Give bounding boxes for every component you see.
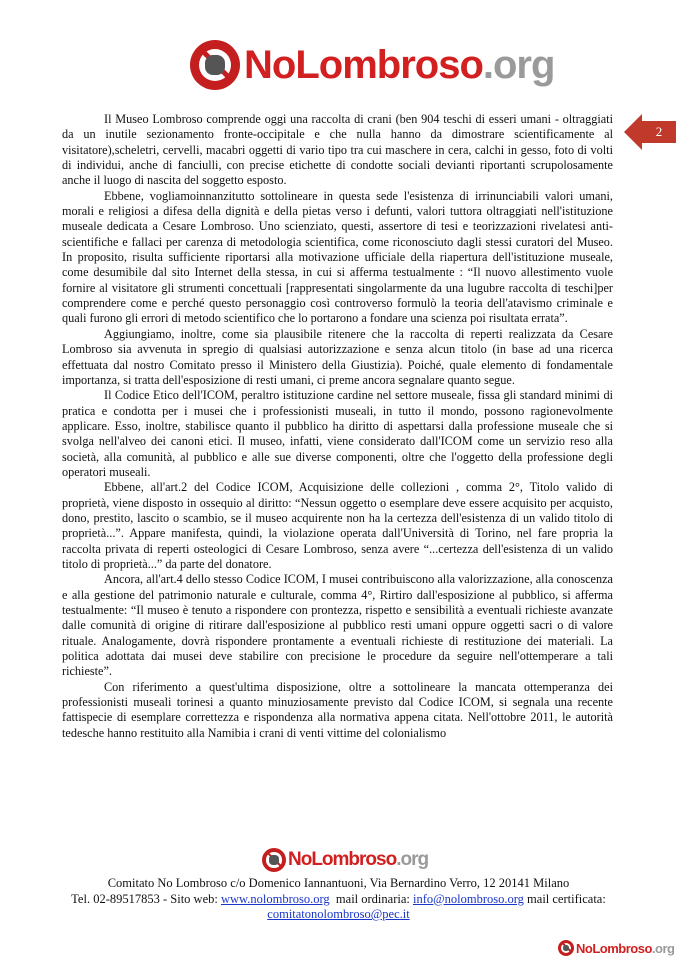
footer-tel: Tel. 02-89517853 - Sito web:	[71, 891, 221, 906]
page-number-tab	[624, 114, 676, 150]
paragraph: Il Codice Etico dell'ICOM, peraltro istituzione cardine nel settore museale, fissa gli standard minimi di pratica e condotta per i musei che i professionisti museali, in tutto il mondo, possono ragionevolmente applicare. Esso, inoltre, stabilisce quanto il pubblico ha diritto di aspettarsi dalla professione museale che si svolga nell'alveo dei canoni etici. Il museo, infatti, viene considerato dall'ICOM come un servizio reso alla società, alla comunità, al pubblico e alle sue diverse componenti, oltre che l'oggetto della professione degli operatori museali.	[62, 388, 613, 479]
paragraph: Ebbene, all'art.2 del Codice ICOM, Acquisizione delle collezioni , comma 2°, Titolo valido di proprietà, viene disposto in ossequio al diritto: “Nessun oggetto o esemplare deve essere acquisito per acquisto, dono, prestito, lascito o scambio, se il museo acquirente non ha la certezza dell'esistenza di un valido titolo di proprietà...”. Appare manifesta, quindi, la violazione operata dall'Università di Torino, nel fare propria la raccolta privata di reperti osteologici di Cesare Lombroso, senza avere “...certezza dell'esistenza di un valido titolo di proprietà...” da parte del donatore.	[62, 480, 613, 571]
logo-text-no: No	[288, 849, 312, 870]
pec-email-link[interactable]: comitatonolombroso@pec.it	[267, 907, 410, 921]
no-sign-icon	[558, 940, 574, 956]
paragraph: Il Museo Lombroso comprende oggi una raccolta di crani (ben 904 teschi di esseri umani - oltraggiati da un inutile sezionamento fronte-occipitale e che nulla hanno da dimostrare scientificamente al visitatore),scheletri, cervelli, macabri oggetti di vario tipo tra cui maschere in cera, calchi in gesso, foto di volti di individui, anche di fanciulli, con precise etichette di condotte sociali devianti riportanti scrupolosamente anche il luogo di nascita del soggetto esposto.	[62, 112, 613, 188]
footer-address: Comitato No Lombroso c/o Domenico Iannantuoni, Via Bernardino Verro, 12 20141 Milano	[107, 876, 570, 890]
logo-text-lombroso: Lombroso	[592, 940, 652, 956]
website-link[interactable]: www.nolombroso.org	[220, 891, 330, 906]
logo-text-lombroso: Lombroso	[295, 42, 483, 87]
logo-text-lombroso: Lombroso	[311, 849, 397, 870]
paragraph: Ancora, all'art.4 dello stesso Codice ICOM, I musei contribuiscono alla valorizzazione, alla conoscenza e alla gestione del patrimonio naturale e culturale, comma 4°, Rirtiro dall'esposizione al pubblico, si afferma testualmente: “Il museo è tenuto a rispondere con prontezza, rispetto e sensibilità a eventuali richieste avanzate dalle comunità di origine di ritirare dall'esposizione al pubblico resti umani oppure oggetti sacri o di valore rituale. Analogamente, dovrà rispondere prontamente a eventuali richieste di restituzione dei materiali. La politica adottata dai musei deve stabilire con precisione le procedure da seguire nell'ottemperare a tali richieste”.	[62, 572, 613, 679]
footer	[60, 876, 617, 923]
paragraph: Con riferimento a quest'ultima disposizione, oltre a sottolineare la mancata ottemperanza dei professionisti museali torinesi a quanto minuziosamente previsto dal Codice ICOM, si segnala una recente fattispecie di esemplare correttezza e rispondenza alla normativa appena citata. Nell'ottobre 2011, le autorità tedesche hanno restituito alla Namibia i crani di venti vittime del colonialismo	[62, 679, 613, 740]
footer-contacts	[60, 892, 617, 923]
arrow-left-icon	[624, 114, 642, 150]
email-link[interactable]: info@nolombroso.org	[412, 891, 524, 906]
no-sign-icon	[190, 40, 240, 90]
document-body	[62, 112, 613, 741]
paragraph: Ebbene, vogliamoinnanzitutto sottolineare in questa sede l'esistenza di irrinunciabili valori umani, morali e religiosi a difesa della dignità e della pietas verso i defunti, valori tuttora oltraggiati nell'istituzione museale dedicata a Cesare Lombroso. Uno scienziato, questi, assertore di tesi e teorizzazioni rivelatesi anti-scientifiche e fallaci per carenza di metodologia scientifica, come riconosciuto dagli stessi curatori del Museo. In proposito, risulta sufficiente riportarsi alla motivazione ufficiale della riapertura dell'istituzione museale, come desumibile dal sito Internet della stessa, in cui si afferma testualmente : “Il nuovo allestimento vuole fornire al visitatore gli strumenti concettuali [rappresentati singolarmente da una lugubre raccolta di teschi]per comprendere come e perché questo personaggio così controverso formulò la teoria dell'atavismo criminale e quali furono gli errori di metodo scientifico che lo portarono a fondare una scienza poi risultata errata”.	[62, 188, 613, 326]
no-sign-icon	[262, 848, 286, 872]
footer-mail-label: mail ordinaria:	[329, 891, 413, 906]
paragraph: Aggiungiamo, inoltre, come sia plausibile ritenere che la raccolta di reperti realizzata da Cesare Lombroso sia avvenuta in spregio di qualsiasi autorizzazione e senza alcun titolo (in base ad una ricerca effettuata dal nostro Comitato presso il Ministero della Giustizia). Poiché, quale elemento di fondamentale importanza, si tratta dell'esposizione di resti umani, ci preme ancora segnalare quanto segue.	[62, 326, 613, 387]
page-number: 2	[642, 121, 676, 143]
logo-text-no: No	[244, 42, 296, 87]
corner-logo	[558, 940, 674, 956]
logo-text-no: No	[576, 940, 593, 956]
logo-text-org: .org	[482, 42, 555, 87]
footer-pec-label: mail certificata:	[523, 891, 606, 906]
nolombroso-logo	[190, 40, 554, 90]
footer-logo	[262, 848, 428, 872]
logo-text-org: .org	[396, 849, 429, 870]
logo-text-org: .org	[651, 940, 675, 956]
